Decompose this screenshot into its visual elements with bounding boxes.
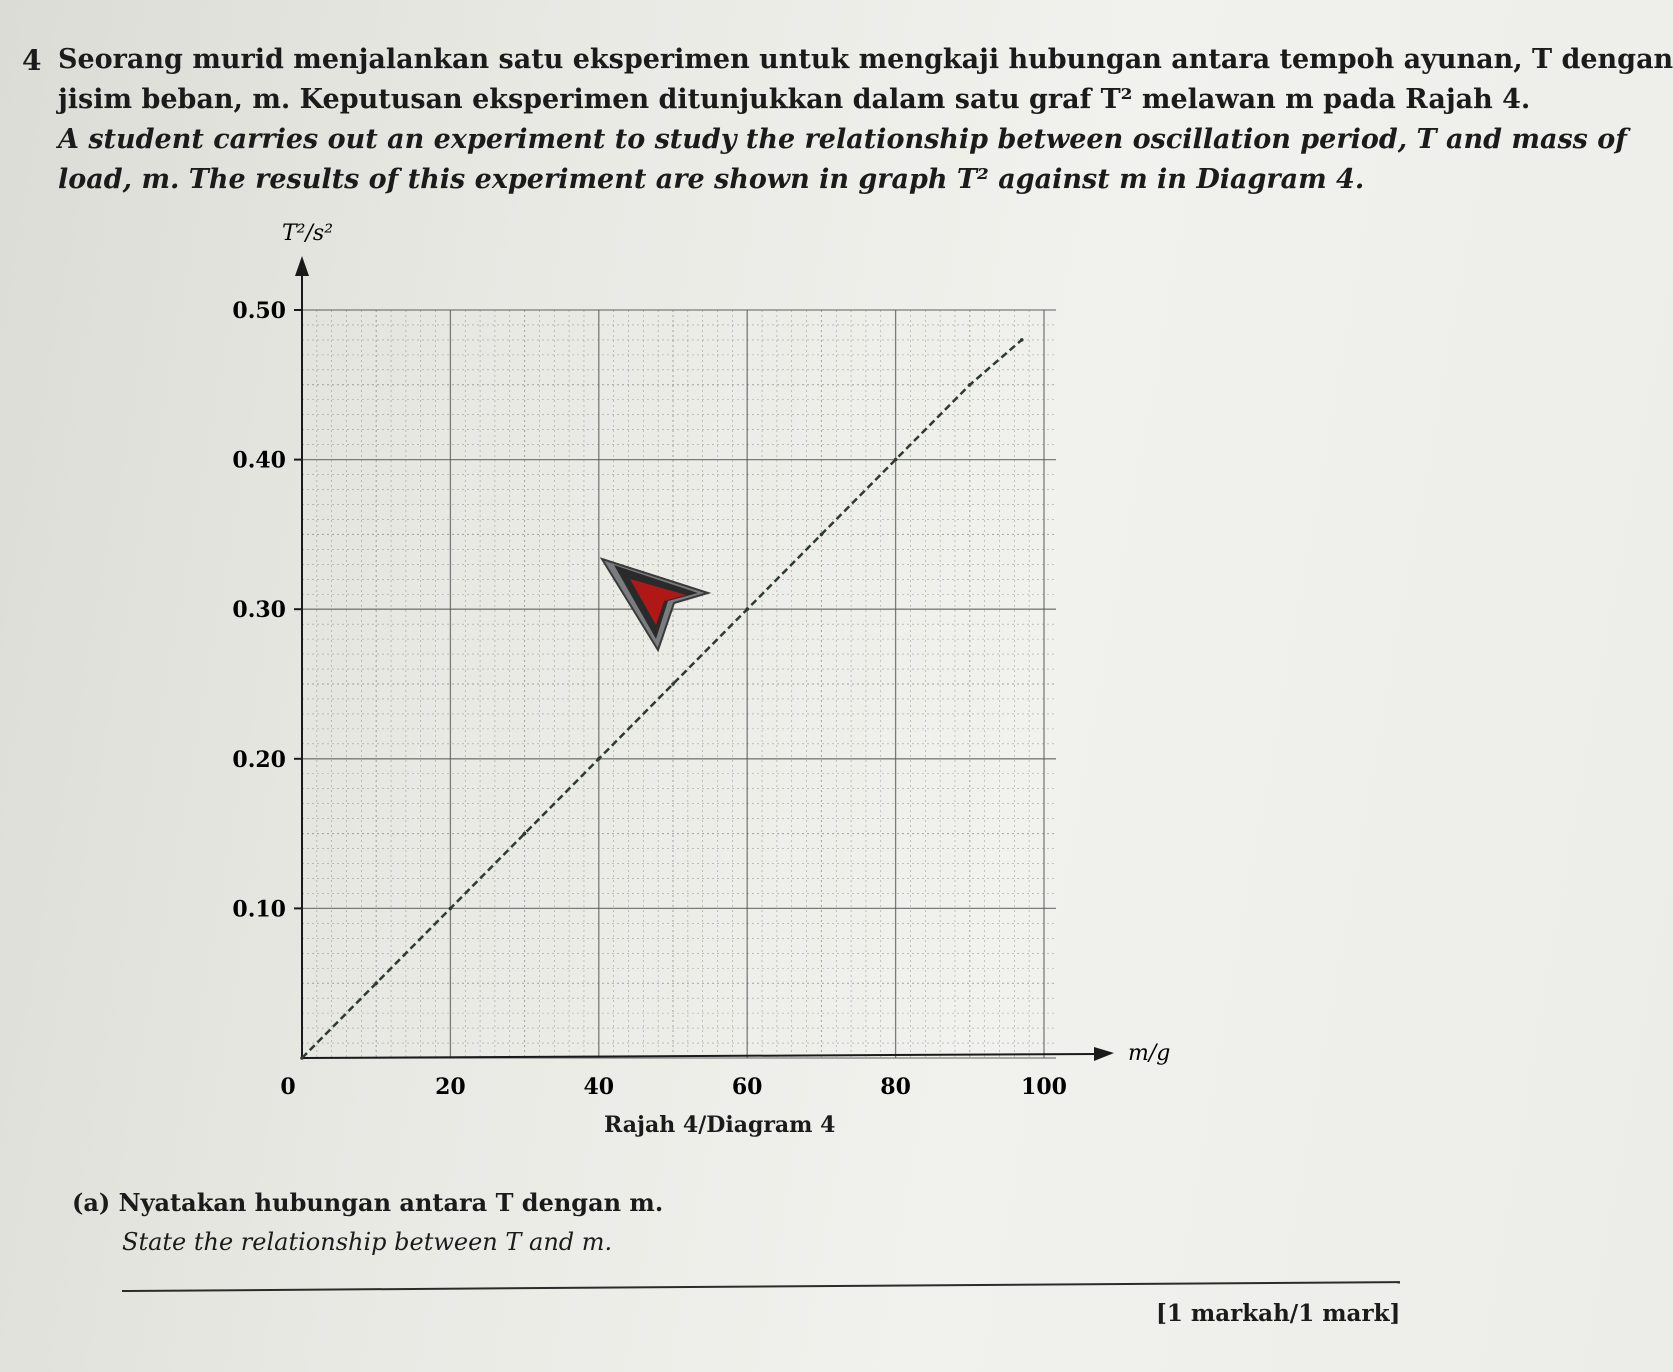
data-point (1020, 338, 1024, 342)
x-tick-label: 0 (280, 1074, 296, 1100)
data-point (300, 1056, 304, 1060)
question-line-4: load, m. The results of this experiment are shown in graph T² against m in Diagram 4. (58, 164, 1365, 195)
x-tick-label: 100 (1021, 1074, 1067, 1100)
data-point (671, 682, 675, 686)
y-tick-label: 0.10 (232, 896, 286, 923)
data-point (745, 607, 749, 611)
part-a-text-ms: Nyatakan hubungan antara T dengan m. (118, 1188, 664, 1217)
x-tick-label: 40 (583, 1074, 615, 1100)
question-line-2: jisim beban, m. Keputusan eksperimen ditunjukkan dalam satu graf T² melawan m pada Rajah 4. (58, 84, 1531, 115)
x-tick-label: 60 (731, 1074, 763, 1100)
mark-allocation: [1 markah/1 mark] (1156, 1300, 1401, 1327)
y-axis-label: T²/s² (282, 221, 334, 246)
y-tick-label: 0.30 (232, 597, 286, 624)
question-line-3: A student carries out an experiment to study the relationship between oscillation period, T and mass of (58, 124, 1627, 155)
x-tick-label: 80 (880, 1074, 911, 1100)
data-point (820, 533, 824, 537)
y-tick-label: 0.40 (232, 447, 286, 474)
data-point (449, 907, 453, 911)
data-point (968, 383, 972, 387)
data-point (374, 981, 378, 985)
part-a-question (72, 1188, 663, 1217)
x-axis-label: m/g (1128, 1041, 1171, 1066)
y-axis-arrow-icon (295, 256, 309, 276)
data-point (894, 458, 898, 462)
y-tick-label: 0.50 (232, 298, 286, 324)
part-a-text-en: State the relationship between T and m. (122, 1228, 613, 1256)
x-tick-label: 20 (435, 1074, 466, 1100)
question-number: 4 (22, 44, 42, 77)
chart-grid (302, 310, 1056, 1058)
part-a-label: (a) (72, 1188, 111, 1217)
diagram-caption: Rajah 4/Diagram 4 (604, 1112, 836, 1138)
data-point (597, 757, 601, 761)
x-axis-arrow-icon (1094, 1047, 1114, 1061)
y-tick-label: 0.20 (232, 746, 286, 773)
data-point (523, 832, 527, 836)
question-line-1: Seorang murid menjalankan satu eksperimen untuk mengkaji hubungan antara tempoh ayunan, T dengan (58, 44, 1673, 75)
arrow-cursor-icon (600, 555, 715, 655)
